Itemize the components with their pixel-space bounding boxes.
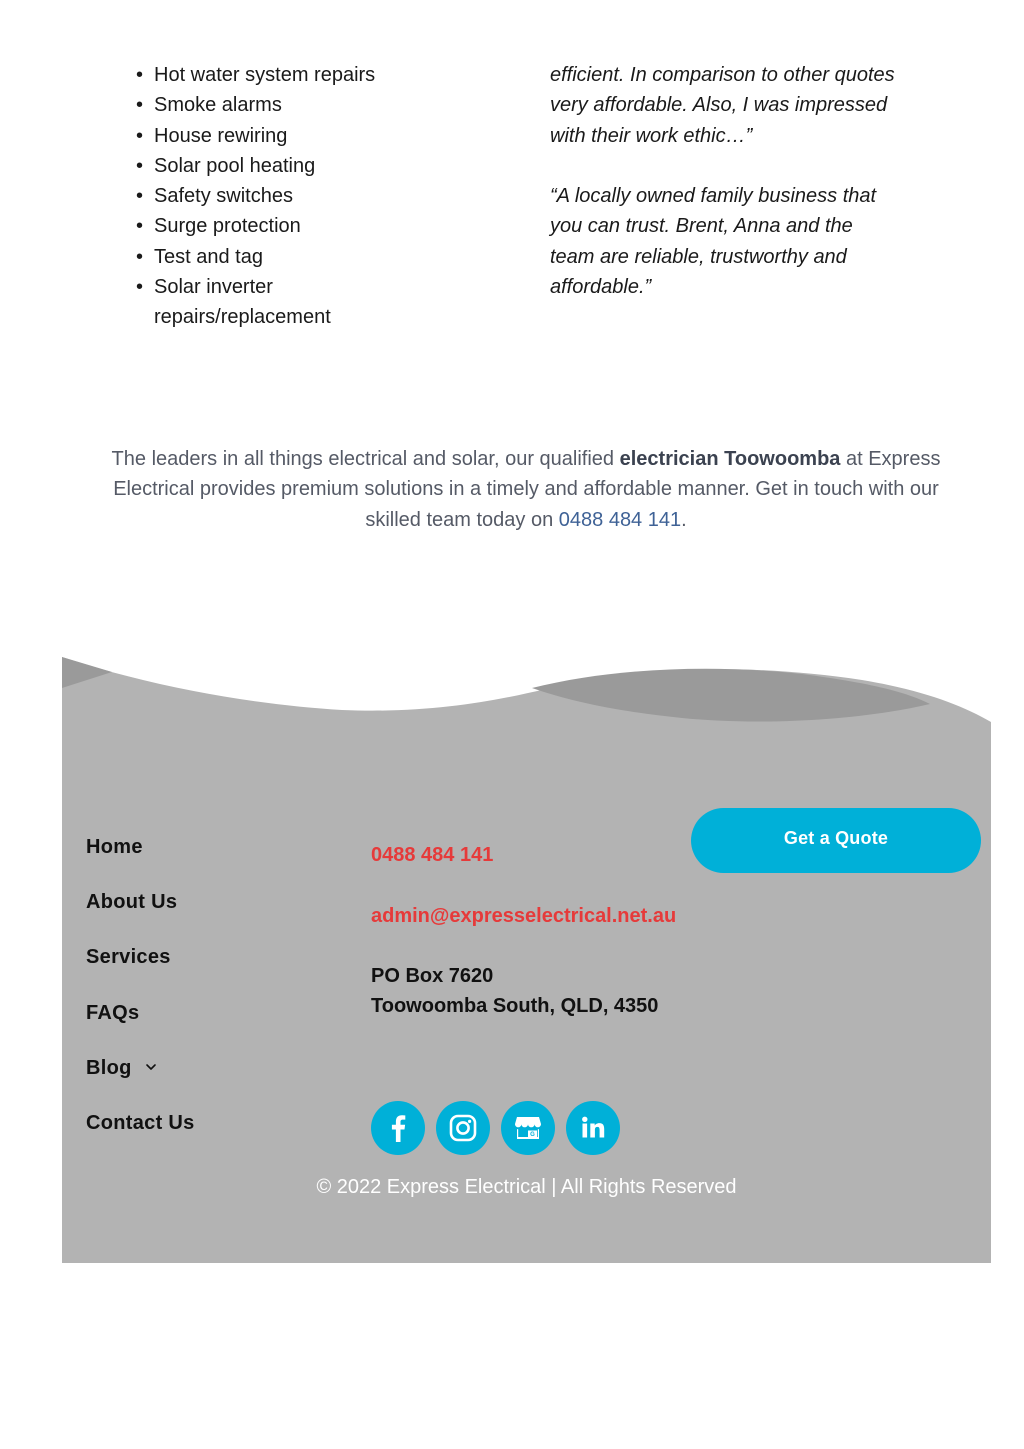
testimonial-quote: efficient. In comparison to other quotes very affordable. Also, I was impressed with their work ethic…” — [550, 64, 895, 147]
service-item: • Smoke alarms — [136, 90, 436, 120]
footer-address — [371, 961, 691, 1022]
footer-nav-label: Services — [86, 946, 171, 969]
testimonials — [550, 60, 895, 302]
footer-nav-label: FAQs — [86, 1001, 140, 1024]
footer-nav — [86, 832, 195, 1163]
testimonial-quote: “A locally owned family business that you can trust. Brent, Anna and the team are reliable, trustworthy and affordable.” — [550, 185, 877, 299]
linkedin-link[interactable] — [566, 1101, 620, 1155]
service-item: • Hot water system repairs — [136, 60, 436, 90]
footer-nav-blog[interactable] — [86, 1053, 195, 1108]
google-business-link[interactable] — [501, 1101, 555, 1155]
footer-nav-home[interactable] — [86, 832, 195, 887]
service-item: • Surge protection — [136, 211, 436, 241]
service-item: • Test and tag — [136, 242, 436, 272]
copyright-text: © 2022 Express Electrical | All Rights Reserved — [316, 1176, 737, 1198]
address-line: PO Box 7620 — [371, 965, 494, 988]
footer-nav-label: Home — [86, 836, 143, 858]
footer-phone-link[interactable]: 0488 484 141 — [371, 844, 494, 866]
phone-link[interactable]: 0488 484 141 — [558, 508, 682, 531]
service-item: • Safety switches — [136, 181, 436, 211]
intro-text: The leaders in all things electrical and solar, our qualified — [111, 448, 620, 470]
footer-nav-services[interactable] — [86, 942, 195, 997]
services-list — [136, 60, 436, 333]
social-links — [371, 1101, 620, 1155]
instagram-link[interactable] — [436, 1101, 490, 1155]
service-item: • Solar inverter repairs/replacement — [136, 272, 436, 333]
footer-nav-faqs[interactable] — [86, 998, 195, 1053]
get-a-quote-button[interactable]: Get a Quote — [691, 808, 981, 873]
intro-text: . — [681, 508, 687, 531]
facebook-link[interactable] — [371, 1101, 425, 1155]
instagram-icon — [446, 1111, 480, 1145]
facebook-icon — [381, 1111, 415, 1145]
site-footer — [62, 650, 991, 1263]
intro-text: at Express Electrical provides premium solutions in a timely and affordable manner. Get in touch with our skilled team today on — [113, 448, 941, 531]
footer-contact — [371, 840, 691, 1022]
google-business-icon — [511, 1111, 545, 1145]
footer-email-link[interactable]: admin@expresselectrical.net.au — [371, 904, 677, 927]
footer-nav-label: Blog — [86, 1056, 132, 1079]
intro-highlight: electrician Toowoomba — [619, 448, 841, 470]
linkedin-icon — [576, 1111, 610, 1145]
footer-nav-label: About Us — [86, 891, 178, 914]
footer-nav-about[interactable] — [86, 887, 195, 942]
address-line: Toowoomba South, QLD, 4350 — [371, 995, 659, 1018]
service-item: • House rewiring — [136, 121, 436, 151]
footer-nav-contact[interactable] — [86, 1108, 195, 1163]
chevron-down-icon[interactable] — [144, 1060, 158, 1074]
service-item: • Solar pool heating — [136, 151, 436, 181]
svg-text:G: G — [530, 1132, 535, 1138]
intro-paragraph — [110, 444, 942, 535]
footer-nav-label: Contact Us — [86, 1111, 195, 1134]
